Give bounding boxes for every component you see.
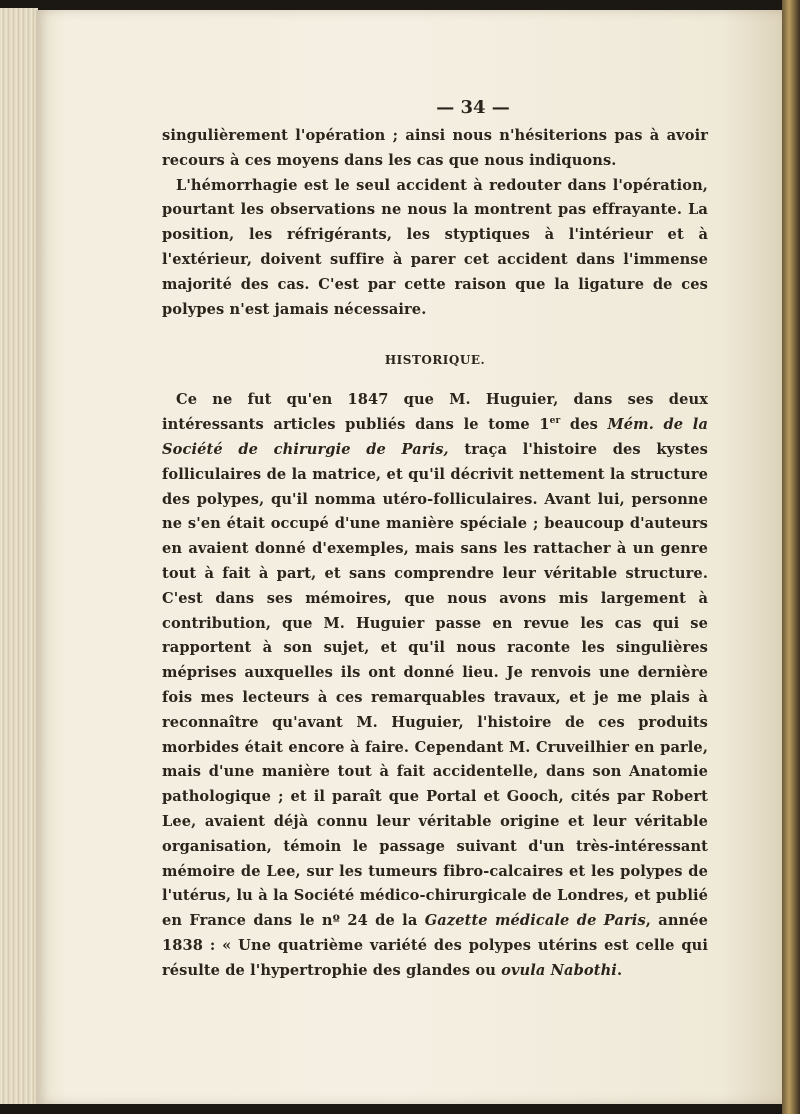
historique-text-e: . [616, 961, 623, 979]
italic-memoires-title: Mém. de la Société de chirurgie de Paris, [162, 416, 708, 458]
section-heading: HISTORIQUE. [384, 353, 486, 368]
italic-gazette-title: Gazette médicale de Paris [424, 912, 646, 930]
paragraph-historique [162, 388, 708, 983]
book-page-edges [0, 8, 38, 1104]
historique-text-a: Ce ne fut qu'en 1847 que M. Huguier, dans ses deux intéressants articles publiés dans le tome 1 [162, 391, 708, 434]
historique-text-b: des [560, 416, 608, 434]
italic-ovula-nabothi: ovula Nabothi [501, 961, 617, 979]
book-cover-edge [782, 0, 800, 1114]
paragraph-continuation: singulièrement l'opération ; ainsi nous n'hésiterions pas à avoir recours à ces moyens dans les cas que nous indiquons. [162, 127, 708, 169]
paragraph-hemorrhagie: L'hémorrhagie est le seul accident à redouter dans l'opération, pourtant les observations ne nous la montrent pas effrayante. La position, les réfrigérants, les styptiques à l'intérieur et à l'extérieur, doivent suffire à parer cet accident dans l'immense majorité des cas. C'est par cette raison que la ligature de ces polypes n'est jamais nécessaire. [162, 176, 708, 318]
page-number: — 34 — [436, 97, 510, 118]
superscript-er: er [549, 416, 561, 427]
page-text-block [162, 96, 708, 984]
historique-text-c: traça l'histoire des kystes folliculaires de la matrice, et qu'il décrivit nettement la structure des polypes, qu'il nomma utéro-folliculaires. Avant lui, personne ne s'en était occupé d'une manière spéciale ; beaucoup d'auteurs en avaient donné d'exemples, mais sans les rattacher à un genre tout à fait à part, et sans comprendre leur véritable structure. C'est dans ses mémoires, que nous avons mis largement à contribution, que M. Huguier passe en revue les cas qui se rapportent à son sujet, et qu'il nous raconte les singulières méprises auxquelles ils ont donné lieu. Je renvois une dernière fois mes lecteurs à ces remarquables travaux, et je me plais à reconnaître qu'avant M. Huguier, l'histoire de ces produits morbides était encore à faire. Cependant M. Cruveilhier en parle, mais d'une manière tout à fait accidentelle, dans son Anatomie pathologique ; et il paraît que Portal et Gooch, cités par Robert Lee, avaient déjà connu leur véritable origine et leur véritable organisation, témoin le passage suivant d'un très-intéressant mémoire de Lee, sur les tumeurs fibro-calcaires et les polypes de l'utérus, lu à la Société médico-chirurgicale de Londres, et publié en France dans le nº 24 de la [162, 440, 708, 930]
historique-text-d: , année 1838 : « Une quatrième variété des polypes utérins est celle qui résulte de l'hypertrophie des glandes ou [162, 912, 709, 979]
